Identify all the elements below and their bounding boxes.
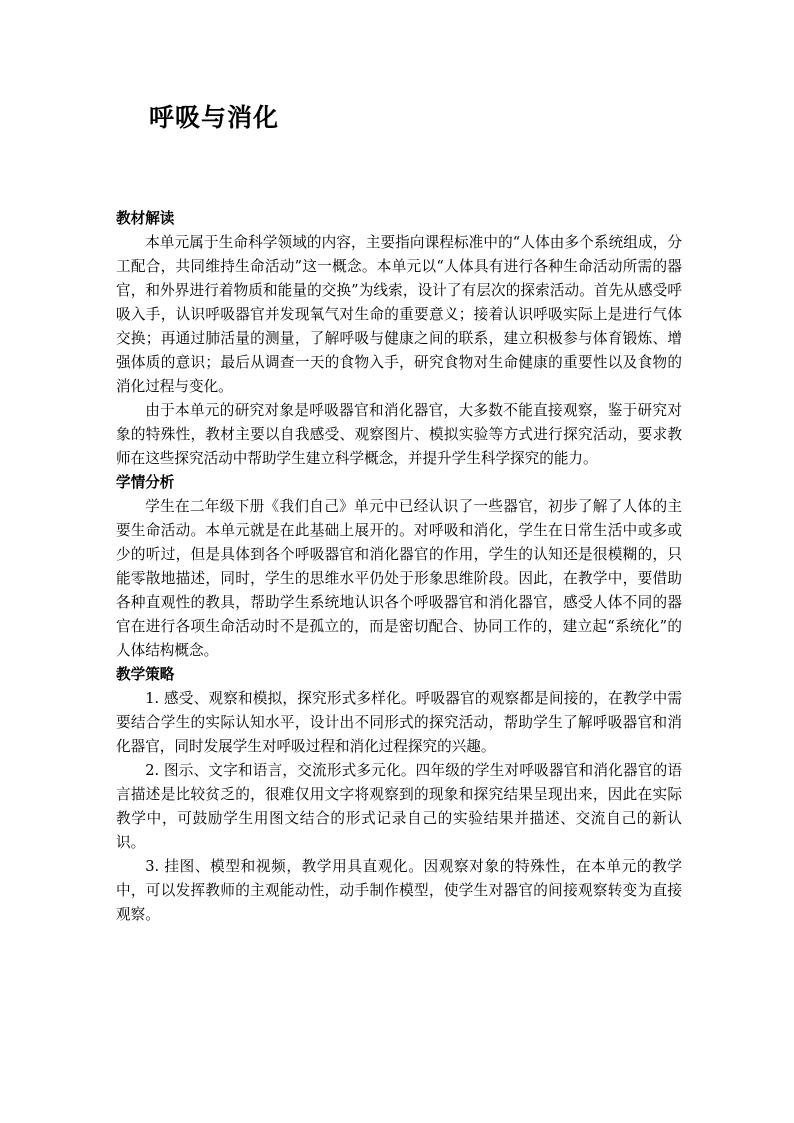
section-heading: 学情分析 (116, 474, 175, 491)
paragraph: 1. 感受、观察和模拟，探究形式多样化。呼吸器官的观察都是间接的，在教学中需要结合学生的实际认知水平，设计出不同形式的探究活动，帮助学生了解呼吸器官和消化器官，同时发展学生对呼吸过程和消化过程探究的兴趣。 (116, 690, 682, 755)
paragraph: 学生在二年级下册《我们自己》单元中已经认识了一些器官，初步了解了人体的主要生命活动。本单元就是在此基础上展开的。对呼吸和消化，学生在日常生活中或多或少的听过，但是具体到各个呼吸器官和消化器官的作用，学生的认知还是很模糊的，只能零散地描述，同时，学生的思维水平仍处于形象思维阶段。因此，在教学中，要借助各种直观性的教具，帮助学生系统地认识各个呼吸器官和消化器官，感受人体不同的器官在进行各项生命活动时不是孤立的，而是密切配合、协同工作的，建立起“系统化”的人体结构概念。 (116, 498, 682, 659)
document-body (116, 207, 682, 927)
section-textbook-analysis (116, 207, 682, 471)
section-teaching-strategy (116, 663, 682, 927)
section-learner-analysis (116, 471, 682, 663)
paragraph: 由于本单元的研究对象是呼吸器官和消化器官，大多数不能直接观察，鉴于研究对象的特殊性，教材主要以自我感受、观察图片、模拟实验等方式进行探究活动，要求教师在这些探究活动中帮助学生建立科学概念，并提升学生科学探究的能力。 (116, 402, 682, 467)
paragraph: 3. 挂图、模型和视频，教学用具直观化。因观察对象的特殊性，在本单元的教学中，可以发挥教师的主观能动性，动手制作模型，使学生对器官的间接观察转变为直接观察。 (116, 858, 682, 923)
section-heading: 教学策略 (116, 666, 175, 683)
page-title: 呼吸与消化 (149, 103, 280, 132)
section-heading: 教材解读 (116, 210, 175, 227)
paragraph: 2. 图示、文字和语言，交流形式多元化。四年级的学生对呼吸器官和消化器官的语言描述是比较贫乏的，很难仅用文字将观察到的现象和探究结果呈现出来，因此在实际教学中，可鼓励学生用图文结合的形式记录自己的实验结果并描述、交流自己的新认识。 (116, 762, 682, 851)
paragraph: 本单元属于生命科学领域的内容，主要指向课程标准中的“人体由多个系统组成，分工配合，共同维持生命活动”这一概念。本单元以“人体具有进行各种生命活动所需的器官，和外界进行着物质和能量的交换”为线索，设计了有层次的探索活动。首先从感受呼吸入手，认识呼吸器官并发现氧气对生命的重要意义；接着认识呼吸实际上是进行气体交换；再通过肺活量的测量，了解呼吸与健康之间的联系，建立积极参与体育锻炼、增强体质的意识；最后从调查一天的食物入手，研究食物对生命健康的重要性以及食物的消化过程与变化。 (116, 234, 682, 395)
